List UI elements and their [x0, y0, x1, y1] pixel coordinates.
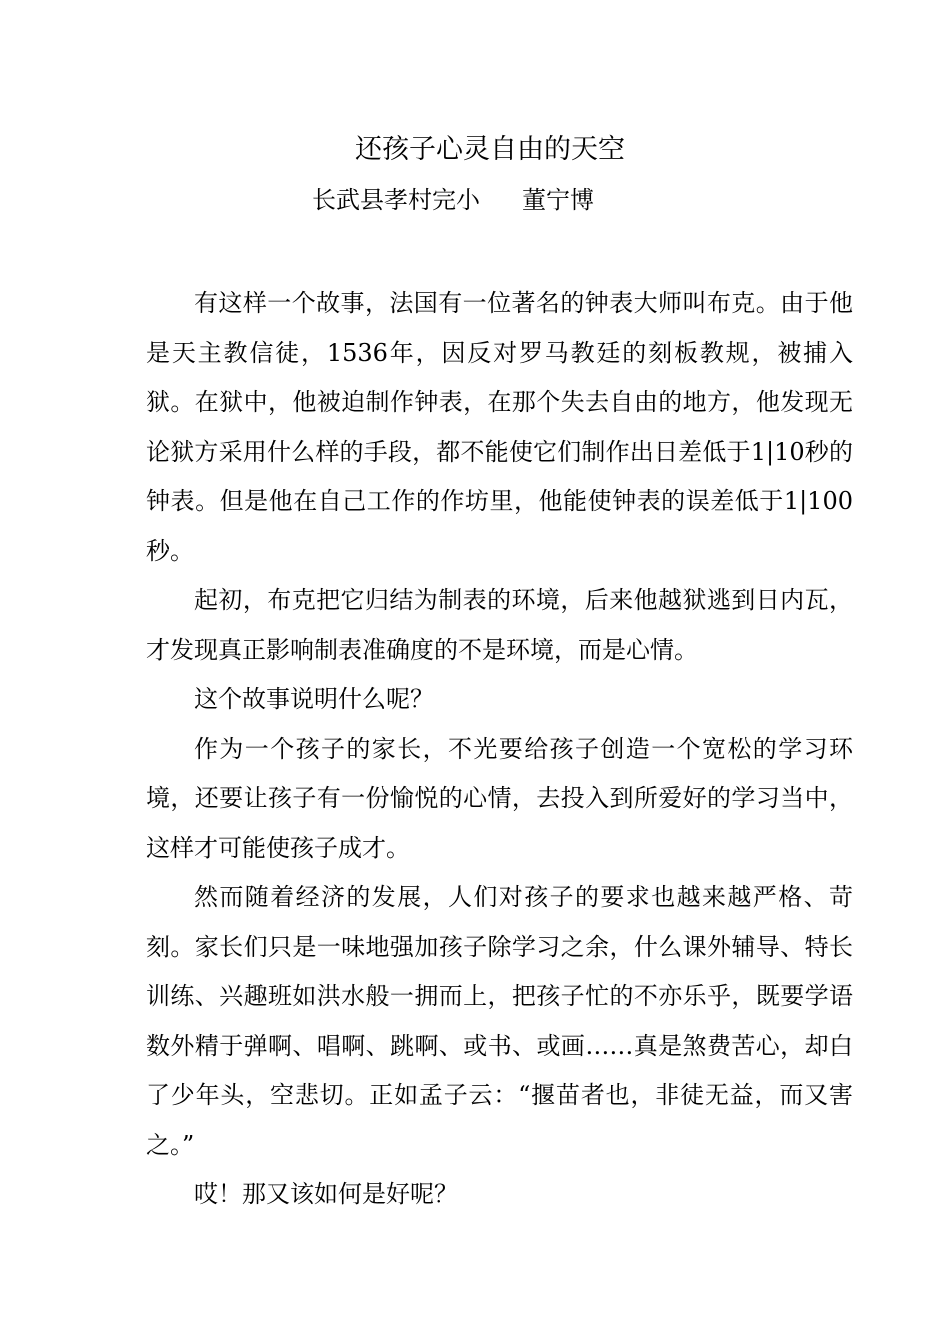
- paragraph: 起初，布克把它归结为制表的环境，后来他越狱逃到日内瓦，才发现真正影响制表准确度的不是环境，而是心情。: [146, 586, 853, 664]
- byline-school: 长武县孝村完小: [312, 186, 480, 214]
- byline: [312, 183, 594, 217]
- paragraph: 然而随着经济的发展，人们对孩子的要求也越来越严格、苛刻。家长们只是一味地强加孩子除学习之余，什么课外辅导、特长训练、兴趣班如洪水般一拥而上，把孩子忙的不亦乐乎，既要学语数外精于弹啊、唱啊、跳啊、或书、或画……真是煞费苦心，却白了少年头，空悲切。正如孟子云：“揠苗者也，非徒无益，而又害之。”: [146, 883, 853, 1159]
- document-title: 还孩子心灵自由的天空: [355, 134, 625, 165]
- paragraph: 这个故事说明什么呢？: [194, 685, 434, 713]
- paragraph: 有这样一个故事，法国有一位著名的钟表大师叫布克。由于他是天主教信徒，1536年，因反对罗马教廷的刻板教规，被捕入狱。在狱中，他被迫制作钟表，在那个失去自由的地方，他发现无论狱方采用什么样的手段，都不能使它们制作出日差低于1|10秒的钟表。但是他在自己工作的作坊里，他能使钟表的误差低于1|100秒。: [146, 289, 853, 565]
- byline-author: 董宁博: [522, 186, 594, 214]
- paragraph: 作为一个孩子的家长，不光要给孩子创造一个宽松的学习环境，还要让孩子有一份愉悦的心情，去投入到所爱好的学习当中，这样才可能使孩子成才。: [146, 734, 853, 862]
- paragraph: 哎！那又该如何是好呢？: [194, 1180, 458, 1208]
- document-body: [146, 279, 853, 1220]
